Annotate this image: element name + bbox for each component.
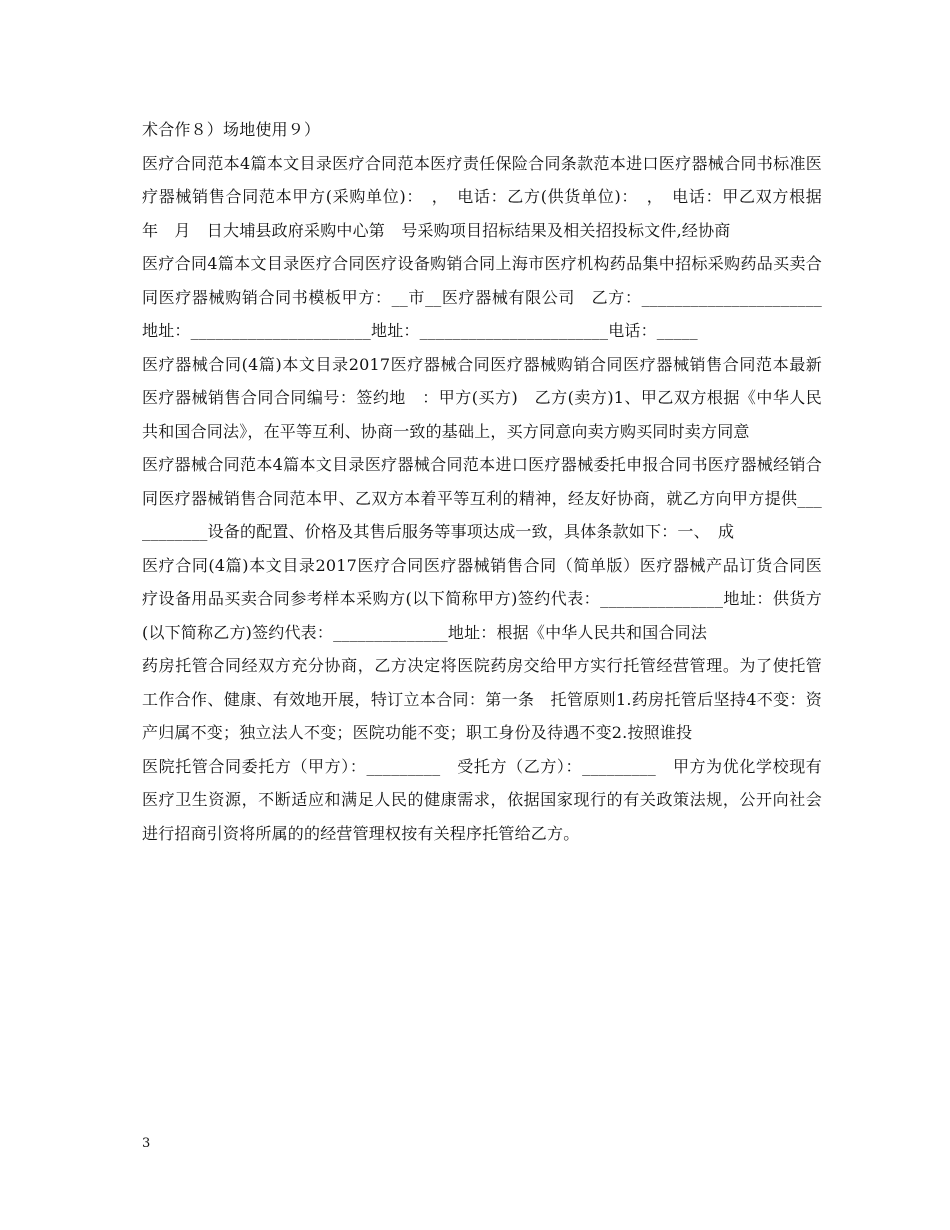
paragraph-pharmacy-trust: 药房托管合同经双方充分协商，乙方决定将医院药房交给甲方实行托管经营管理。为了使托管工作合作、健康、有效地开展，特订立本合同：第一条 托管原则1.药房托管后坚持4不变：资产归属不变；独立法人不变；医院功能不变；职工身份及待遇不变2.按照谁投: [142, 656, 822, 742]
paragraph-device-contract-template: 医疗器械合同范本4篇本文目录医疗器械合同范本进口医疗器械委托申报合同书医疗器械经销合同医疗器械销售合同范本甲、乙双方本着平等互利的精神，经友好协商，就乙方向甲方提供___________设备的配置、价格及其售后服务等事项达成一致，具体条款如下：一、 成: [142, 455, 822, 541]
paragraph-device-contract: 医疗器械合同(4篇)本文目录2017医疗器械合同医疗器械购销合同医疗器械销售合同范本最新医疗器械销售合同合同编号：签约地 ：甲方(买方) 乙方(卖方)1、甲乙双方根据《中华人民共和国合同法》，在平等互利、协商一致的基础上，买方同意向卖方购买同时卖方同意: [142, 354, 822, 441]
paragraph-hospital-trust: 医院托管合同委托方（甲方）：_________ 受托方（乙方）：_________ 甲方为优化学校现有医疗卫生资源，不断适应和满足人民的健康需求，依据国家现行的有关政策法规，公开向社会进行招商引资将所属的的经营管理权按有关程序托管给乙方。: [142, 756, 822, 843]
document-body: [142, 113, 839, 850]
paragraph-medical-contract-4: 医疗合同范本4篇本文目录医疗合同范本医疗责任保险合同条款范本进口医疗器械合同书标准医疗器械销售合同范本甲方(采购单位)： ， 电话：乙方(供货单位)： ， 电话：甲乙双方根据 年 月 日大埔县政府采购中心第 号采购项目招标结果及相关招投标文件,经协商: [142, 153, 839, 240]
paragraph-continuation: 术合作８）场地使用９）: [142, 120, 321, 139]
paragraph-medical-contract-purchase: 医疗合同4篇本文目录医疗合同医疗设备购销合同上海市医疗机构药品集中招标采购药品买卖合同医疗器械购销合同书模板甲方：__市__医疗器械有限公司 乙方：______________________地址：______________________地址：_______________________电话：_____: [142, 254, 822, 340]
page-number: 3: [142, 1136, 151, 1151]
paragraph-medical-contract-2017: 医疗合同(4篇)本文目录2017医疗合同医疗器械销售合同（简单版）医疗器械产品订货合同医疗设备用品买卖合同参考样本采购方(以下简称甲方)签约代表：_______________地址：供货方(以下简称乙方)签约代表：______________地址：根据《中华人民共和国合同法: [142, 555, 822, 642]
